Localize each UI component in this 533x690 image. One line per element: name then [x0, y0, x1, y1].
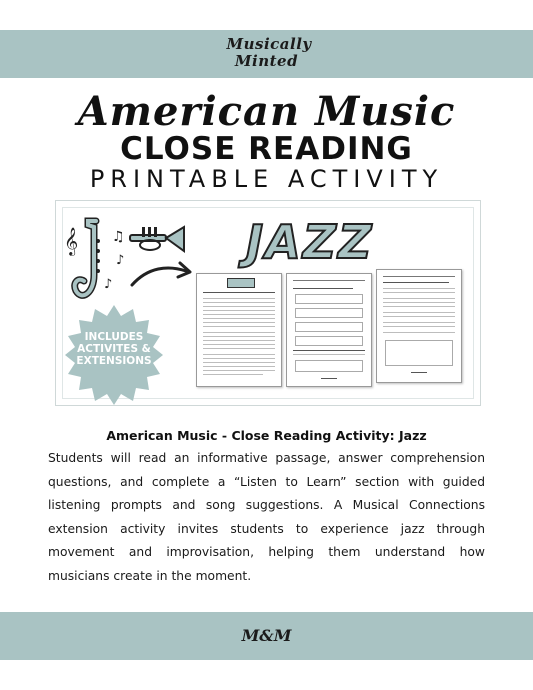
title-printable-activity: PRINTABLE ACTIVITY [89, 165, 444, 193]
trumpet-icon [128, 223, 190, 255]
jazz-heading: JAZZ [246, 215, 374, 269]
includes-badge [66, 331, 162, 367]
worksheet-thumbnail-passage [196, 273, 282, 387]
treble-clef-icon: 𝄞 [64, 227, 79, 255]
caption-description: Students will read an informative passage, answer comprehension questions, and complete a “Listen to Learn” section with guided listening prompts and song suggestions. A Musical Connections extension activity invites students to experience jazz through movement and improvisation, helping them understand how musicians create in the moment. [48, 451, 485, 583]
footer-logo: M&M [241, 626, 292, 645]
worksheet-thumbnail-questions [286, 273, 372, 387]
brand-logo [0, 36, 533, 70]
title-close-reading: CLOSE READING [120, 131, 413, 167]
product-preview [55, 200, 481, 406]
music-note-icon: ♪ [116, 253, 125, 268]
music-note-icon: ♫ [112, 229, 125, 245]
badge-line: INCLUDES [84, 331, 144, 343]
worksheet-thumbnail-extension [376, 269, 462, 383]
badge-line: ACTIVITES & [77, 343, 151, 355]
music-note-icon: ♪ [104, 277, 113, 292]
caption-title: American Music - Close Reading Activity: Jazz [106, 428, 427, 443]
arrow-icon [128, 259, 198, 289]
badge-line: EXTENSIONS [76, 355, 152, 367]
brand-logo-text: Musically Minted [226, 35, 312, 70]
title-american-music: American Music [77, 88, 456, 135]
